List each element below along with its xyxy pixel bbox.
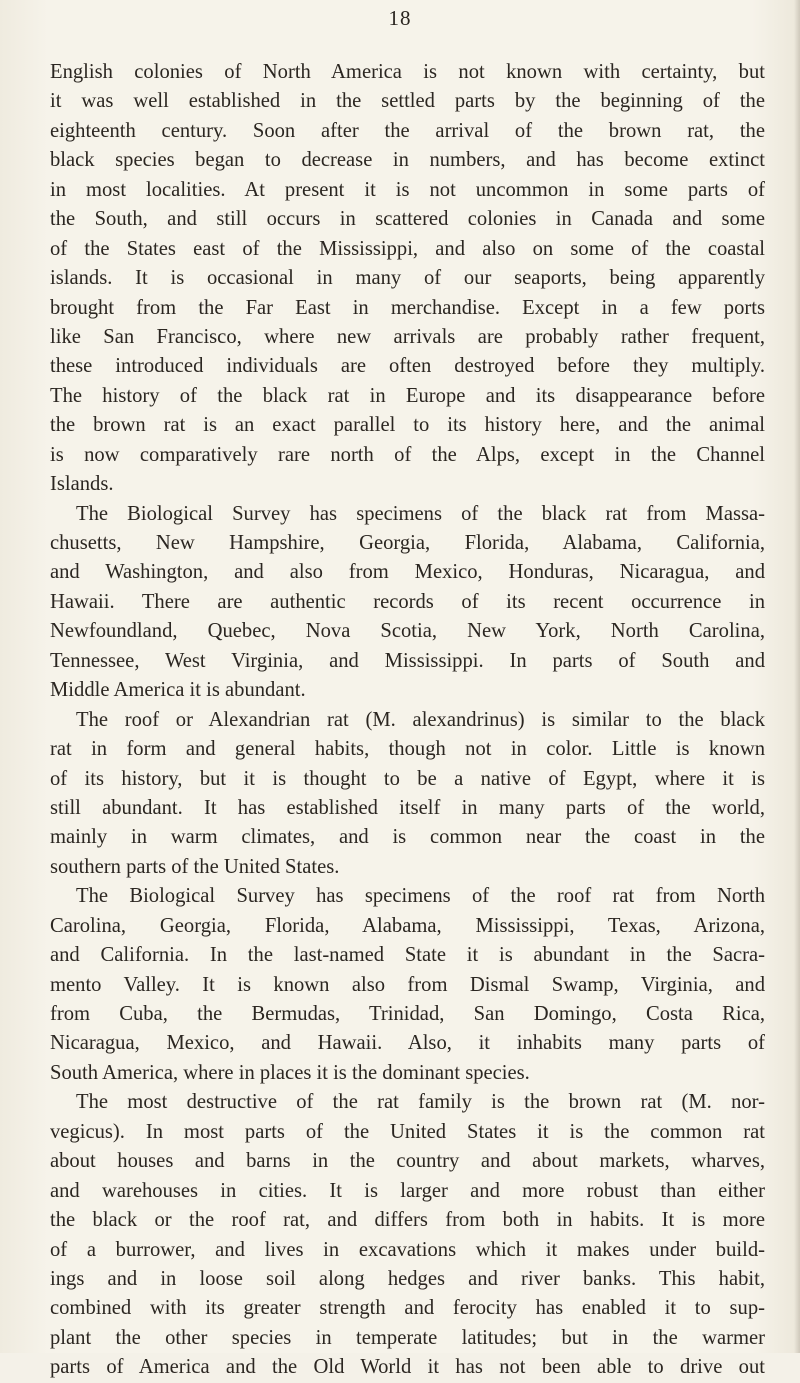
text-line: ings and in loose soil along hedges and river banks. This habit, bbox=[50, 1267, 765, 1290]
text-line: like San Francisco, where new arrivals are probably rather frequent, bbox=[50, 325, 765, 348]
text-line: The Biological Survey has specimens of the black rat from Massa- bbox=[76, 502, 765, 525]
text-line: Islands. bbox=[50, 473, 114, 496]
text-line: chusetts, New Hampshire, Georgia, Florida, Alabama, California, bbox=[50, 532, 765, 554]
text-line: in most localities. At present it is not uncommon in some parts of bbox=[50, 178, 765, 201]
page-edge-shadow bbox=[794, 0, 800, 1353]
text-line: vegicus). In most parts of the United States it is the common rat bbox=[50, 1120, 765, 1143]
text-line: Newfoundland, Quebec, Nova Scotia, New York, North Carolina, bbox=[50, 620, 765, 643]
text-line: southern parts of the United States. bbox=[50, 855, 340, 878]
text-line: about houses and barns in the country and about markets, wharves, bbox=[50, 1150, 765, 1173]
text-line: brought from the Far East in merchandise. Except in a few ports bbox=[50, 296, 765, 319]
text-line: The history of the black rat in Europe and its disappearance before bbox=[50, 384, 765, 407]
text-line: of its history, but it is thought to be a native of Egypt, where it is bbox=[50, 767, 765, 790]
text-line: Tennessee, West Virginia, and Mississippi. In parts of South and bbox=[50, 649, 765, 672]
text-line: and Washington, and also from Mexico, Honduras, Nicaragua, and bbox=[50, 561, 765, 584]
text-line: mainly in warm climates, and is common near the coast in the bbox=[50, 826, 765, 849]
text-line: still abundant. It has established itself in many parts of the world, bbox=[50, 796, 765, 819]
text-line: of a burrower, and lives in excavations which it makes under build- bbox=[50, 1238, 765, 1261]
text-line: islands. It is occasional in many of our seaports, being apparently bbox=[50, 267, 765, 290]
text-line: The roof or Alexandrian rat (M. alexandrinus) is similar to the black bbox=[76, 708, 765, 731]
text-line: plant the other species in temperate latitudes; but in the warmer bbox=[50, 1326, 765, 1349]
text-line: of the States east of the Mississippi, and also on some of the coastal bbox=[50, 237, 765, 260]
text-line: and California. In the last-named State it is abundant in the Sacra- bbox=[50, 944, 765, 967]
text-line: the South, and still occurs in scattered colonies in Canada and some bbox=[50, 208, 765, 231]
text-line: The Biological Survey has specimens of the roof rat from North bbox=[76, 885, 765, 908]
text-line: these introduced individuals are often destroyed before they multiply. bbox=[50, 355, 765, 378]
text-line: the brown rat is an exact parallel to its history here, and the animal bbox=[50, 414, 765, 437]
text-line: and warehouses in cities. It is larger and more robust than either bbox=[50, 1179, 765, 1202]
body-text bbox=[50, 58, 765, 1383]
text-line: it was well established in the settled parts by the beginning of the bbox=[50, 90, 765, 113]
text-line: is now comparatively rare north of the Alps, except in the Channel bbox=[50, 443, 765, 466]
text-line: South America, where in places it is the dominant species. bbox=[50, 1061, 530, 1084]
text-line: mento Valley. It is known also from Dismal Swamp, Virginia, and bbox=[50, 973, 765, 996]
text-line: parts of America and the Old World it has not been able to drive out bbox=[50, 1356, 765, 1379]
text-line: the black or the roof rat, and differs from both in habits. It is more bbox=[50, 1209, 765, 1232]
text-line: Carolina, Georgia, Florida, Alabama, Mississippi, Texas, Arizona, bbox=[50, 914, 765, 937]
text-line: eighteenth century. Soon after the arrival of the brown rat, the bbox=[50, 119, 765, 142]
text-line: rat in form and general habits, though not in color. Little is known bbox=[50, 738, 765, 761]
text-line: Middle America it is abundant. bbox=[50, 679, 306, 702]
text-line: black species began to decrease in numbers, and has become extinct bbox=[50, 149, 765, 172]
page-number: 18 bbox=[388, 6, 412, 30]
text-line: combined with its greater strength and ferocity has enabled it to sup- bbox=[50, 1297, 765, 1320]
text-line: from Cuba, the Bermudas, Trinidad, San Domingo, Costa Rica, bbox=[50, 1003, 765, 1025]
text-line: Nicaragua, Mexico, and Hawaii. Also, it inhabits many parts of bbox=[50, 1032, 765, 1055]
text-line: The most destructive of the rat family is the brown rat (M. nor- bbox=[76, 1091, 765, 1114]
text-line: English colonies of North America is not known with certainty, but bbox=[50, 61, 765, 83]
text-line: Hawaii. There are authentic records of its recent occurrence in bbox=[50, 590, 765, 613]
